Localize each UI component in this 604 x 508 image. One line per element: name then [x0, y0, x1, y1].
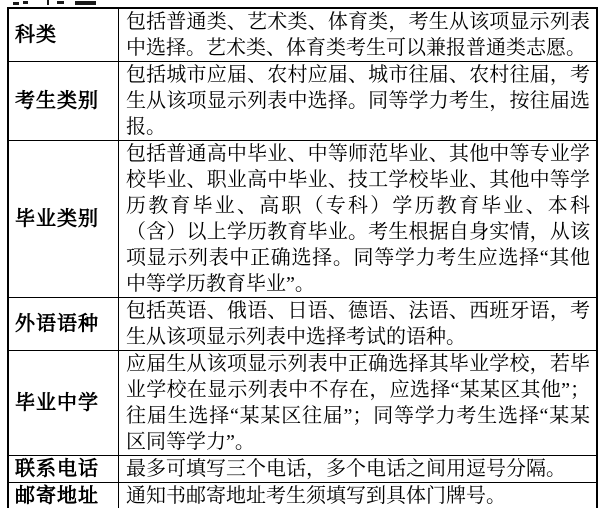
- row-description: 通知书邮寄地址考生须填写到具体门牌号。: [119, 483, 598, 508]
- field-description-table: [7, 7, 598, 508]
- row-label: 邮寄地址: [8, 483, 119, 508]
- row-label: 联系电话: [8, 456, 119, 483]
- row-label: 毕业类别: [8, 141, 119, 298]
- row-label: 科类: [8, 8, 119, 62]
- row-description: 包括普通高中毕业、中等师范毕业、其他中等专业学校毕业、职业高中毕业、技工学校毕业、其他中等学历教育毕业、高职（专科）学历教育毕业、本科（含）以上学历教育毕业。考生根据自身实情，从该项显示列表中正确选择。同等学力考生应选择“其他中等学历教育毕业”。: [119, 141, 598, 298]
- table-row: [8, 298, 597, 351]
- row-label: 毕业中学: [8, 351, 119, 456]
- table-row: [8, 141, 597, 298]
- row-description: 包括普通类、艺术类、体育类，考生从该项显示列表中选择。艺术类、体育类考生可以兼报普通类志愿。: [119, 8, 598, 62]
- row-description: 最多可填写三个电话，多个电话之间用逗号分隔。: [119, 456, 598, 483]
- row-description: 应届生从该项显示列表中正确选择其毕业学校，若毕业学校在显示列表中不存在，应选择“某某区其他”；往届生选择“某某区往届”；同等学力考生选择“某某区同等学力”。: [119, 351, 598, 456]
- row-description: 包括城市应届、农村应届、城市往届、农村往届，考生从该项显示列表中选择。同等学力考生，按往届选报。: [119, 62, 598, 141]
- table-row: [8, 8, 597, 62]
- table-row: [8, 483, 597, 508]
- row-label: 外语语种: [8, 298, 119, 351]
- row-description: 包括英语、俄语、日语、德语、法语、西班牙语，考生从该项显示列表中选择考试的语种。: [119, 298, 598, 351]
- row-label: 考生类别: [8, 62, 119, 141]
- table-row: [8, 351, 597, 456]
- clipped-heading-remnant: [0, 0, 604, 6]
- table-row: [8, 62, 597, 141]
- table-row: [8, 456, 597, 483]
